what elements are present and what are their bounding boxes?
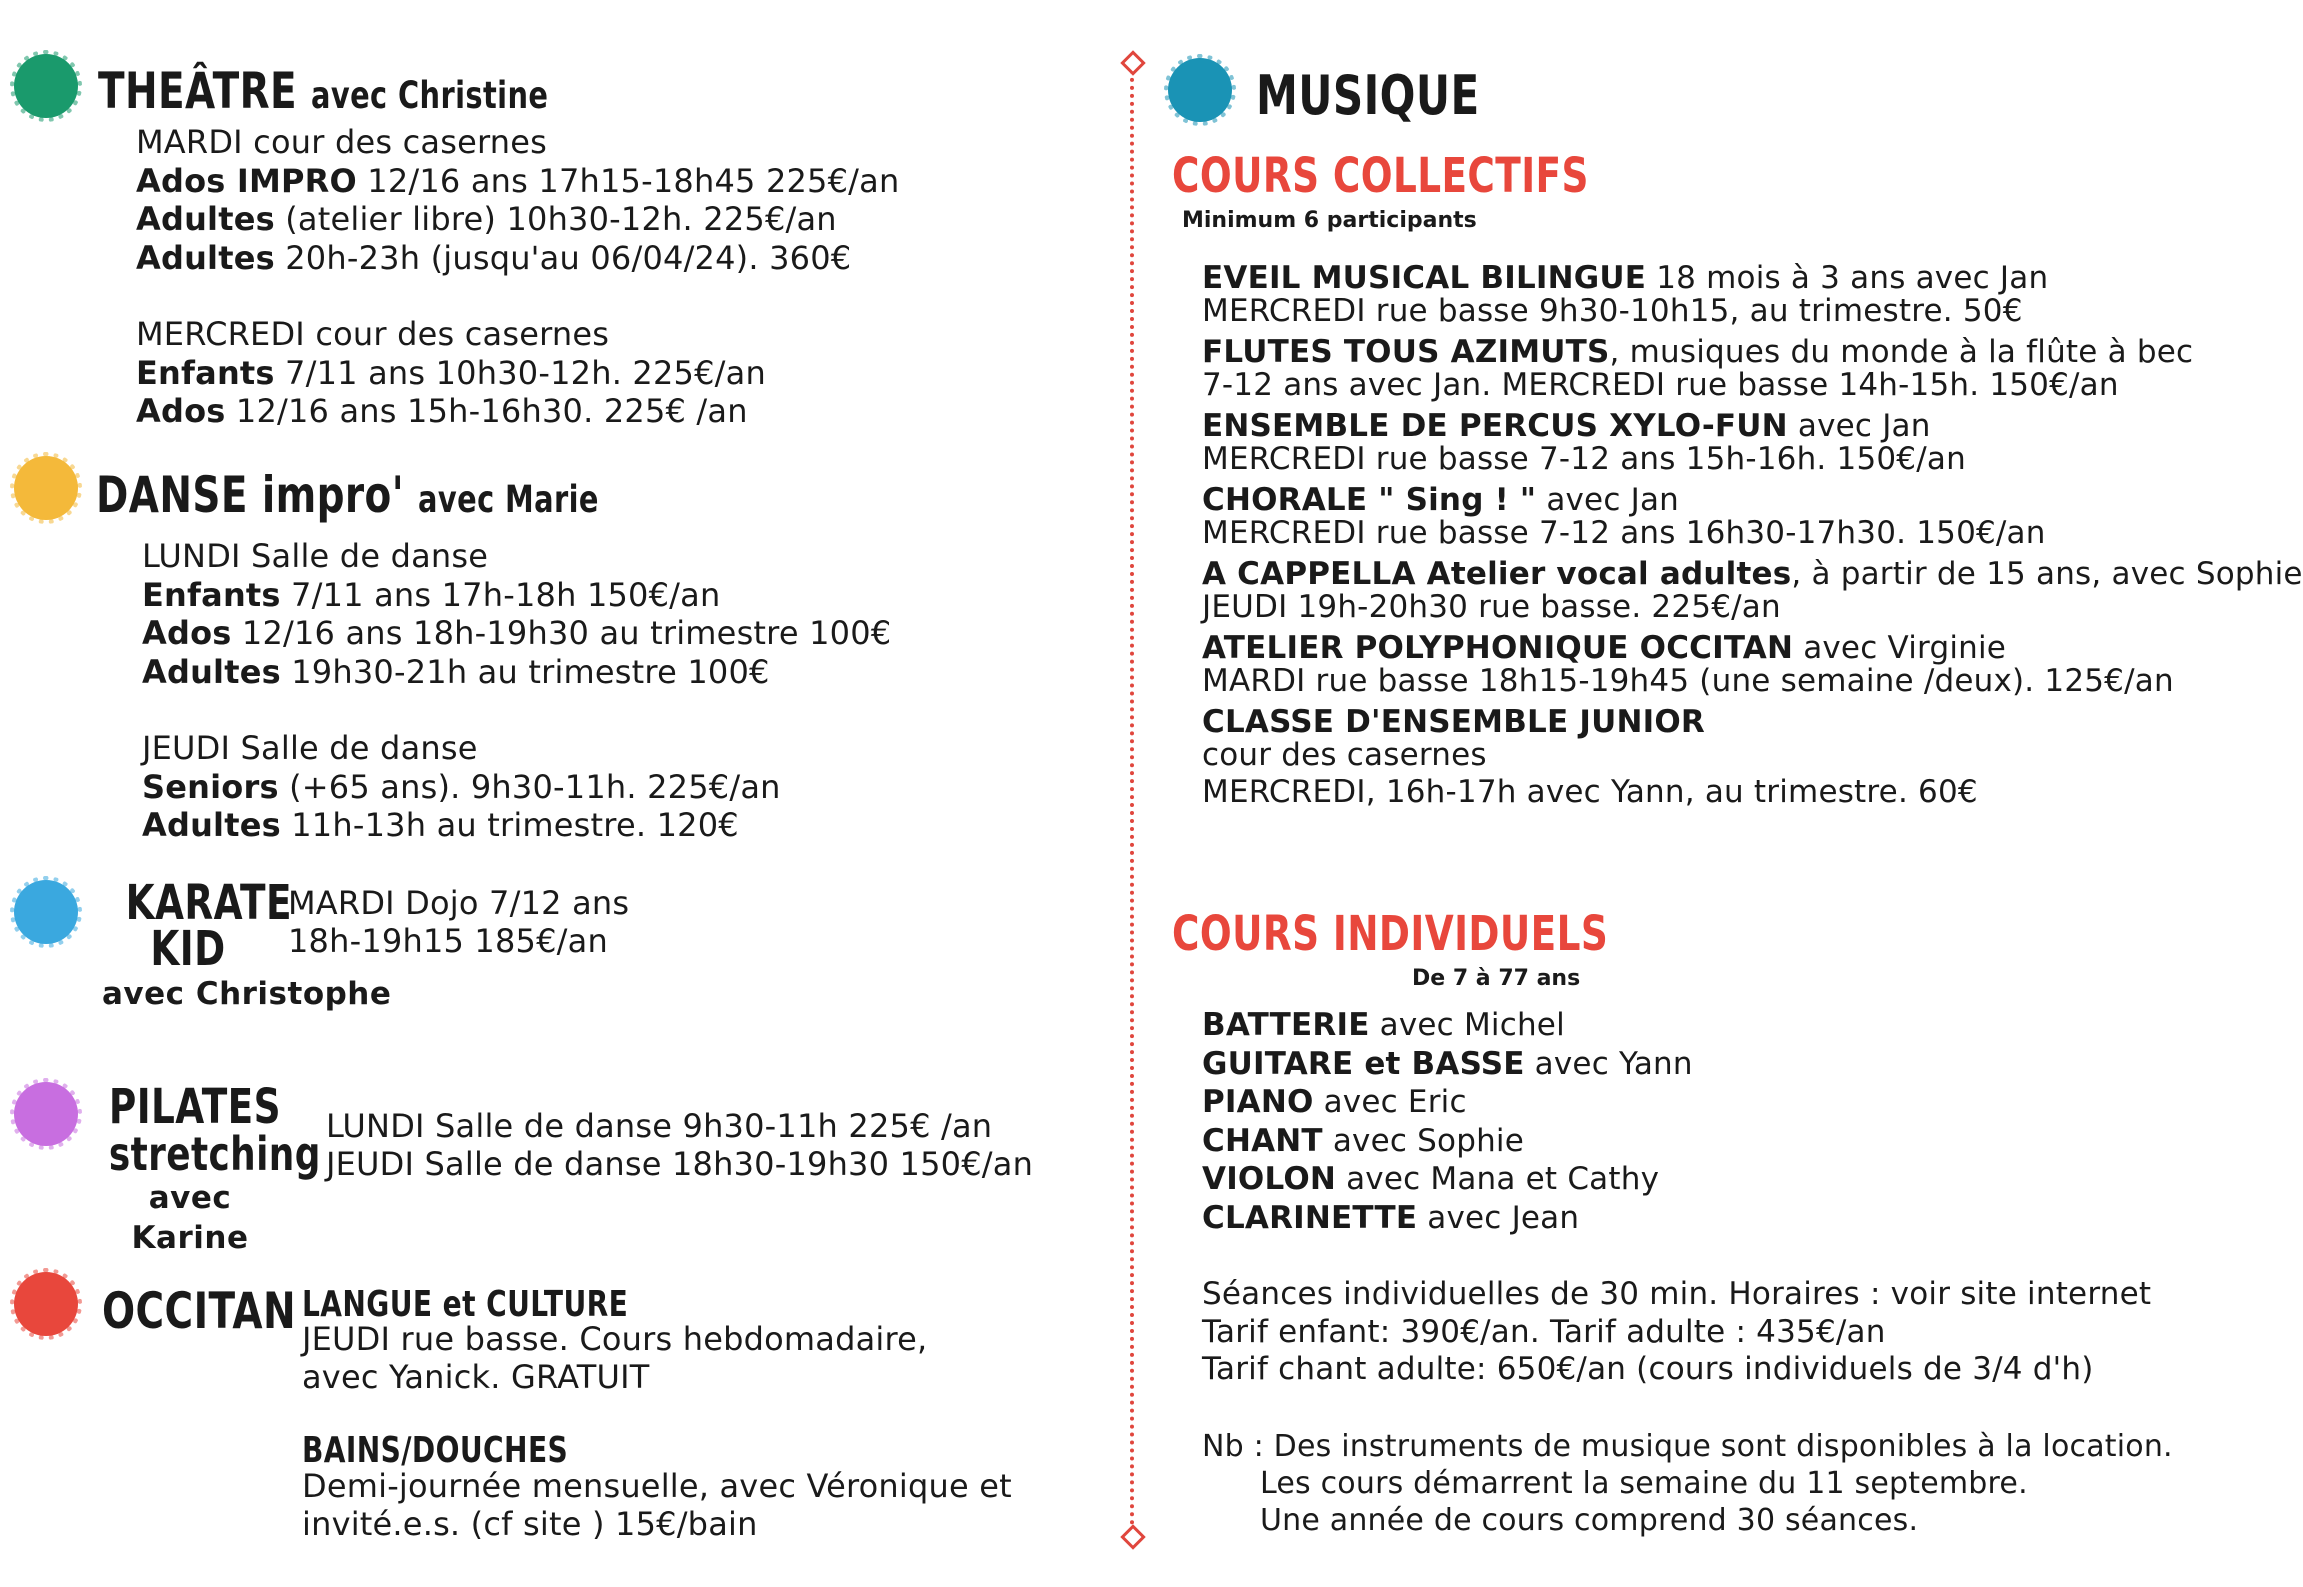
- karate-color-dot: [14, 880, 78, 944]
- nb-line: Les cours démarrent la semaine du 11 septembre.: [1260, 1466, 2028, 1501]
- cours-individuels-list: [1202, 1006, 1693, 1237]
- pilates-line: LUNDI Salle de danse 9h30-11h 225€ /an: [326, 1107, 993, 1145]
- cours-collectifs-note: Minimum 6 participants: [1182, 208, 1477, 233]
- pilates-title-2: stretching: [108, 1127, 321, 1181]
- musique-title: MUSIQUE: [1256, 64, 1480, 127]
- tarif-line: Séances individuelles de 30 min. Horaires : voir site internet: [1202, 1276, 2152, 1312]
- tarif-line: Tarif enfant: 390€/an. Tarif adulte : 435€/an: [1202, 1313, 1886, 1350]
- tarifs-info: [1202, 1276, 2151, 1389]
- occitan-bains-line: invité.e.s. (cf site ) 15€/bain: [302, 1505, 758, 1543]
- theatre-title: [98, 62, 548, 120]
- theatre-line: MARDI cour des casernes: [136, 123, 548, 161]
- collectif-item: ATELIER POLYPHONIQUE OCCITAN avec Virginie MARDI rue basse 18h15-19h45 (une semaine /deux). 125€/an: [1202, 630, 2174, 699]
- occitan-bains-title: BAINS/DOUCHES: [302, 1430, 569, 1471]
- collectif-item: CHORALE " Sing ! " avec Jan MERCREDI rue basse 7-12 ans 16h30-17h30. 150€/an: [1202, 482, 2046, 551]
- ensemble-junior-item: CLASSE D'ENSEMBLE JUNIOR cour des casernes MERCREDI, 16h-17h avec Yann, au trimestre. 60€: [1202, 704, 1978, 810]
- individuel-item: CLARINETTE avec Jean: [1202, 1199, 1580, 1236]
- individuel-item: BATTERIE avec Michel: [1202, 1007, 1565, 1043]
- occitan-langue-text: [302, 1320, 927, 1396]
- danse-schedule: [142, 537, 891, 845]
- karate-title-block: [108, 875, 292, 977]
- danse-line: Adultes 19h30-21h au trimestre 100€: [142, 652, 770, 691]
- pilates-title-block: [86, 1079, 321, 1258]
- nb-line: Une année de cours comprend 30 séances.: [1260, 1503, 1919, 1538]
- theatre-line: Ados 12/16 ans 15h-16h30. 225€ /an: [136, 392, 748, 430]
- column-divider: [1130, 62, 1134, 1534]
- cours-individuels-note: De 7 à 77 ans: [1412, 966, 1581, 991]
- theatre-schedule: [136, 123, 899, 431]
- theatre-line: Adultes (atelier libre) 10h30-12h. 225€/an: [136, 200, 837, 238]
- danse-color-dot: [14, 456, 78, 520]
- theatre-title-text: THEÂTRE: [98, 62, 298, 120]
- occitan-title: OCCITAN: [102, 1282, 297, 1340]
- occitan-langue-line: avec Yanick. GRATUIT: [302, 1358, 650, 1396]
- occitan-color-dot: [14, 1272, 78, 1336]
- danse-teacher: avec Marie: [418, 478, 599, 521]
- pilates-schedule: [326, 1107, 1033, 1183]
- danse-title-text: DANSE impro': [96, 466, 405, 524]
- karate-line: MARDI Dojo 7/12 ans: [288, 884, 630, 922]
- individuel-item: CHANT avec Sophie: [1202, 1122, 1525, 1159]
- karate-line: 18h-19h15 185€/an: [288, 922, 608, 960]
- pilates-teacher: avec Karine: [131, 1180, 249, 1256]
- cours-collectifs-list: [1202, 262, 2303, 820]
- occitan-bains-text: [302, 1467, 1012, 1543]
- tarif-line: Tarif chant adulte: 650€/an (cours individuels de 3/4 d'h): [1202, 1351, 2094, 1387]
- individuel-item: VIOLON avec Mana et Cathy: [1202, 1161, 1660, 1197]
- occitan-langue-title: LANGUE et CULTURE: [302, 1284, 629, 1325]
- collectif-item: A CAPPELLA Atelier vocal adultes, à partir de 15 ans, avec Sophie JEUDI 19h-20h30 rue basse. 225€/an: [1202, 556, 2303, 625]
- danse-line: Enfants 7/11 ans 17h-18h 150€/an: [142, 575, 721, 614]
- nb-note: [1202, 1428, 2173, 1539]
- individuel-item: PIANO avec Eric: [1202, 1084, 1467, 1120]
- nb-line: Nb : Des instruments de musique sont disponibles à la location.: [1202, 1429, 2173, 1464]
- occitan-langue-line: JEUDI rue basse. Cours hebdomadaire,: [302, 1320, 928, 1358]
- collectif-item: EVEIL MUSICAL BILINGUE 18 mois à 3 ans avec Jan MERCREDI rue basse 9h30-10h15, au trimestre. 50€: [1202, 260, 2049, 329]
- theatre-line: MERCREDI cour des casernes: [136, 315, 610, 353]
- danse-title: [96, 466, 599, 524]
- karate-title-2: KID: [150, 921, 226, 977]
- divider-bottom-diamond: [1120, 1524, 1145, 1549]
- pilates-title-1: PILATES: [108, 1079, 281, 1135]
- theatre-color-dot: [14, 54, 78, 118]
- cours-collectifs-title: COURS COLLECTIFS: [1172, 148, 1589, 204]
- karate-teacher: avec Christophe: [102, 976, 392, 1012]
- karate-title-1: KARATE: [125, 875, 292, 931]
- danse-line: Seniors (+65 ans). 9h30-11h. 225€/an: [142, 767, 781, 806]
- pilates-color-dot: [14, 1082, 78, 1146]
- collectif-item: ENSEMBLE DE PERCUS XYLO-FUN avec Jan MERCREDI rue basse 7-12 ans 15h-16h. 150€/an: [1202, 408, 1966, 477]
- collectif-item: FLUTES TOUS AZIMUTS, musiques du monde à la flûte à bec 7-12 ans avec Jan. MERCREDI rue basse 14h-15h. 150€/an: [1202, 334, 2194, 403]
- divider-top-diamond: [1120, 50, 1145, 75]
- karate-schedule: [288, 884, 629, 960]
- theatre-line: Enfants 7/11 ans 10h30-12h. 225€/an: [136, 353, 766, 392]
- occitan-bains-line: Demi-journée mensuelle, avec Véronique et: [302, 1467, 1012, 1505]
- danse-line: LUNDI Salle de danse: [142, 537, 489, 575]
- danse-line: JEUDI Salle de danse: [142, 729, 478, 767]
- danse-line: Ados 12/16 ans 18h-19h30 au trimestre 100€: [142, 614, 892, 652]
- cours-individuels-title: COURS INDIVIDUELS: [1172, 906, 1609, 962]
- danse-line: Adultes 11h-13h au trimestre. 120€: [142, 806, 739, 844]
- theatre-line: Adultes 20h-23h (jusqu'au 06/04/24). 360€: [136, 238, 852, 277]
- theatre-line: Ados IMPRO 12/16 ans 17h15-18h45 225€/an: [136, 161, 900, 200]
- pilates-line: JEUDI Salle de danse 18h30-19h30 150€/an: [326, 1145, 1034, 1183]
- individuel-item: GUITARE et BASSE avec Yann: [1202, 1045, 1693, 1082]
- theatre-teacher: avec Christine: [311, 74, 549, 117]
- musique-color-dot: [1168, 58, 1232, 122]
